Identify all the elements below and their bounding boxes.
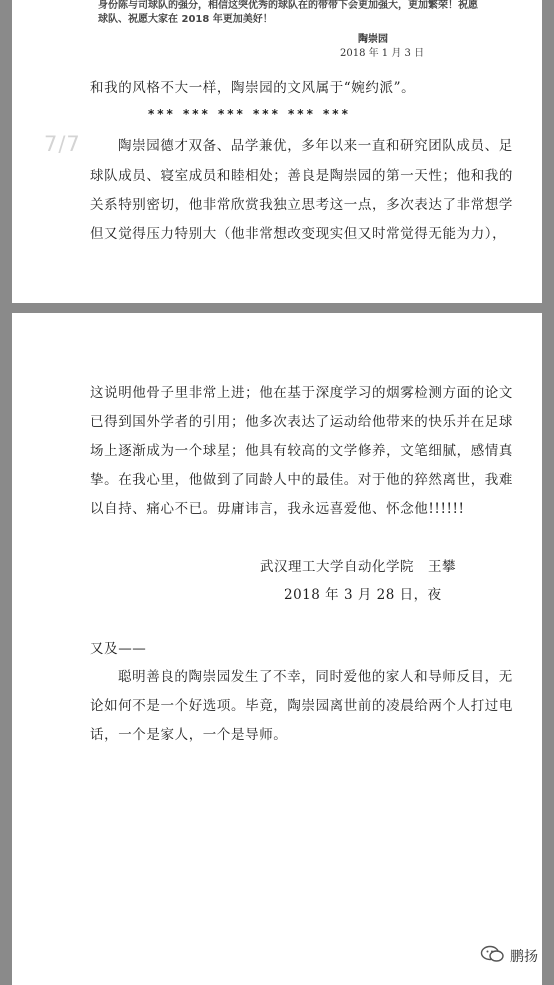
wechat-channel-icon: [480, 944, 506, 968]
header-signature-date: 2018 年 1 月 3 日: [340, 48, 425, 59]
document-page-2: [12, 313, 542, 985]
paragraph-line: 以自持、痛心不已。毋庸讳言，我永远喜爱他、怀念他!!!!!!: [90, 501, 465, 517]
watermark-text: 鹏扬: [510, 949, 538, 965]
signature-name: 武汉理工大学自动化学院 王攀: [260, 559, 456, 575]
paragraph-line: 已得到国外学者的引用；他多次表达了运动给他带来的快乐并在足球: [90, 414, 513, 430]
addendum-line: 聪明善良的陶崇园发生了不幸，同时爱他的家人和导师反目，无: [118, 669, 513, 685]
header-signature-name: 陶崇园: [358, 34, 388, 45]
paragraph-line: 但又觉得压力特别大（他非常想改变现实但又时常觉得无能为力），: [90, 226, 507, 242]
header-text-line: 球队、祝愿大家在 2018 年更加美好！: [98, 14, 273, 25]
watermark: [480, 944, 538, 968]
paragraph-line: 关系特别密切，他非常欣赏我独立思考这一点，多次表达了非常想学: [90, 197, 513, 213]
page-number-marker: 7/7: [44, 132, 81, 156]
section-separator: *** *** *** *** *** ***: [148, 107, 351, 121]
paragraph-line: 场上逐渐成为一个球星；他具有较高的文学修养，文笔细腻，感情真: [90, 443, 513, 459]
paragraph-line: 这说明他骨子里非常上进；他在基于深度学习的烟雾检测方面的论文: [90, 385, 513, 401]
signature-date: 2018 年 3 月 28 日，夜: [284, 587, 442, 603]
addendum-line: 话，一个是家人，一个是导师。: [90, 727, 288, 743]
addendum-title: 又及——: [90, 641, 147, 657]
document-page-1: [12, 0, 542, 303]
header-text-line: 身份陈与司球队的强分，相信这突优秀的球队在的带带下会更加强大，更加繁荣！祝愿: [98, 0, 478, 11]
paragraph-line: 陶崇园德才双备、品学兼优，多年以来一直和研究团队成员、足: [118, 138, 513, 154]
intro-line: 和我的风格不大一样，陶崇园的文风属于“婉约派”。: [90, 80, 416, 96]
addendum-line: 论如何不是一个好选项。毕竟，陶崇园离世前的凌晨给两个人打过电: [90, 698, 513, 714]
paragraph-line: 球队成员、寝室成员和睦相处；善良是陶崇园的第一天性；他和我的: [90, 168, 513, 184]
paragraph-line: 挚。在我心里，他做到了同龄人中的最佳。对于他的猝然离世，我难: [90, 472, 513, 488]
